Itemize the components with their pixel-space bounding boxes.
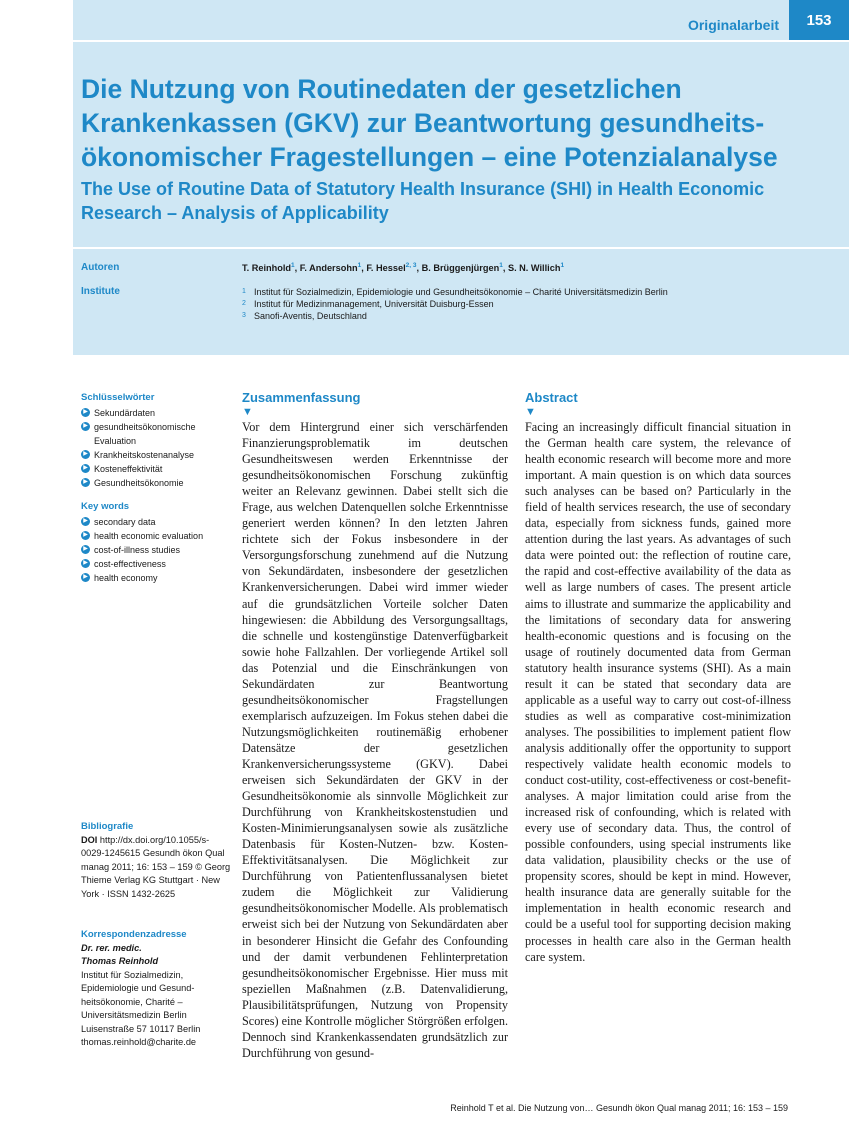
keywords-english-title: Key words <box>81 501 130 512</box>
authors-label: Autoren <box>81 262 120 273</box>
keywords-german <box>81 392 231 490</box>
correspondence-degree: Dr. rer. medic. <box>81 942 142 953</box>
institute-number: 3 <box>242 312 246 319</box>
keyword-item <box>81 406 231 420</box>
keyword-item <box>81 476 231 490</box>
keywords-german-title: Schlüsselwörter <box>81 392 155 403</box>
author: T. Reinhold <box>242 263 291 274</box>
keyword-text: health economic evaluation <box>94 531 204 541</box>
keywords-english-list <box>81 515 231 585</box>
institute-item <box>242 298 668 310</box>
institute-item <box>242 310 668 322</box>
institute-name: Institut für Medizinmanagement, Universität Duisburg-Essen <box>254 299 494 309</box>
keyword-text: cost-effectiveness <box>94 559 166 569</box>
keyword-item <box>81 571 231 585</box>
bibliography-text <box>81 834 231 902</box>
correspondence-address: Institut für Sozialmedizin, Epidemiologie und Gesund-heitsökonomie, Charité – Universitätsmedizin Berlin Luisenstraße 57 10117 Berlin thomas.reinhold@charite.de <box>81 969 201 1047</box>
keyword-item <box>81 557 231 571</box>
keywords-english <box>81 501 231 585</box>
correspondence-name: Thomas Reinhold <box>81 956 159 966</box>
title-divider <box>73 247 849 249</box>
zusammenfassung-heading: Zusammenfassung <box>242 390 361 405</box>
author-affiliation: 1 <box>357 262 362 269</box>
circle-arrow-icon: ▶ <box>81 545 90 554</box>
circle-arrow-icon: ▶ <box>81 531 90 540</box>
keyword-item <box>81 515 231 529</box>
section-label: Originalarbeit <box>687 17 779 33</box>
institute-number: 2 <box>242 300 246 307</box>
keyword-text: health economy <box>94 573 158 583</box>
correspondence-title: Korrespondenzadresse <box>81 929 187 940</box>
page-number: 153 <box>789 0 849 40</box>
author-affiliation: 1 <box>291 262 295 269</box>
abstract-column <box>525 390 791 965</box>
keyword-item <box>81 448 231 462</box>
circle-arrow-icon: ▶ <box>81 408 90 417</box>
institute-number: 1 <box>242 288 246 295</box>
correspondence-block <box>81 928 231 1050</box>
circle-arrow-icon: ▶ <box>81 450 90 459</box>
bibliography-title: Bibliografie <box>81 821 134 832</box>
author-list: T. Reinhold$^1$, F. Andersohn$^1$, F. Hessel$^{2, 3}$, B. Brüggenjürgen$^1$, S. N. Willich$^1$ <box>242 262 565 274</box>
keyword-text: Kosteneffektivität <box>94 464 163 474</box>
keyword-text: Sekundärdaten <box>94 408 156 418</box>
author-affiliation: 1 <box>499 262 503 269</box>
circle-arrow-icon: ▶ <box>81 573 90 582</box>
down-triangle-icon: ▼ <box>242 406 253 418</box>
bibliography-details: http://dx.doi.org/10.1055/s-0029-1245615 Gesundh ökon Qual manag 2011; 16: 153 – 159 © Georg Thieme Verlag KG Stuttgart · New York · ISSN 1432-2625 <box>81 834 231 899</box>
author-affiliation: 1 <box>560 262 565 269</box>
circle-arrow-icon: ▶ <box>81 559 90 568</box>
bibliography-block <box>81 820 231 901</box>
keyword-text: gesundheitsökonomische Evaluation <box>94 422 196 446</box>
institutes-label: Institute <box>81 286 120 297</box>
abstract-heading: Abstract <box>525 390 578 405</box>
header-divider <box>73 40 849 42</box>
zusammenfassung-column <box>242 390 508 1061</box>
keyword-item <box>81 462 231 476</box>
institute-list <box>242 286 668 322</box>
down-triangle-icon: ▼ <box>525 406 536 418</box>
author-affiliation: 2, 3 <box>405 262 417 269</box>
institute-item <box>242 286 668 298</box>
footer-citation: Reinhold T et al. Die Nutzung von… Gesundh ökon Qual manag 2011; 16: 153 – 159 <box>450 1103 788 1113</box>
circle-arrow-icon: ▶ <box>81 517 90 526</box>
title-english: The Use of Routine Data of Statutory Health Insurance (SHI) in Health Economic Research – Analysis of Applicability <box>81 179 765 223</box>
circle-arrow-icon: ▶ <box>81 478 90 487</box>
abstract-text: Facing an increasingly difficult financial situation in the German health care system, the relevance of health economic research will become more and more important. A main question is on which data sources such analyses can be based on? Particularly in the field of health services research, the use of secondary data, especially from sickness funds, gained more attention during the last years. As advantages of such data were pointed out: the reflection of routine care, the rapid and cost-effective availability of the data as well as large numbers of cases. The present article aims to illustrate and summarize the applicability and the limitations of secondary data for answering health-economic questions and is focusing on the usage of routinely documented data from German statutory health insurance systems (SHI). As a main result it can be stated that secondary data are applicable as a useful way to carry out cost-of-illness studies as well as comparative cost-minimization analyses. The possibilities to implement patient flow analysis additionally offer the opportunity to support respectively validate health economic models to conduct cost-utility, cost-effectiveness or cost-benefit-analyses. A major limitation could arise from the increased risk of confounding, which is related with every use of secondary data. Thus, the control of possible confounders, using special instruments like data validation, plausibility checks or the use of propensity scores, should be kept in mind. However, health insurance data are generally suitable for the implementation in health economic research and could be a useful tool for supporting decision making processes in health care also in the German health care system. <box>525 420 791 964</box>
keyword-text: cost-of-illness studies <box>94 545 181 555</box>
institute-name: Sanofi-Aventis, Deutschland <box>254 311 367 321</box>
circle-arrow-icon: ▶ <box>81 464 90 473</box>
author: F. Andersohn <box>299 263 358 274</box>
title-german: Die Nutzung von Routinedaten der gesetzlichen Krankenkassen (GKV) zur Beantwortung gesundheits-ökonomischer Fragestellungen – eine Potenzialanalyse <box>81 74 778 172</box>
keyword-item <box>81 420 231 448</box>
circle-arrow-icon: ▶ <box>81 422 90 431</box>
zusammenfassung-text: Vor dem Hintergrund einer sich verschärfenden Finanzierungsproblematik im deutschen Gesundheitswesen werden Erkenntnisse der gesundheitsökonomischen Forschung zukünftig weiter an Relevanz gewinnen. Dabei stellt sich die Frage, aus welchen Datenquellen solche Erkenntnisse generiert werden können? In den letzten Jahren richtete sich der Fokus insbesondere in der Versorgungsforschung zunehmend auf die Nutzung von Sekundärdaten, insbesondere der gesetzlichen Krankenversicherungen. Dabei wird immer wieder auf die grundsätzlichen Vorteile solcher Daten hingewiesen: die Abbildung des Versorgungsalltags, die schnelle und kostengünstige Datenverfügbarkeit sowie hohe Fallzahlen. Der vorliegende Artikel soll das Potenzial und die Einschränkungen von Sekundärdaten zur Beantwortung gesundheitsökonomischer Fragstellungen exemplarisch aufzuzeigen. Im Fokus stehen dabei die Nutzungsmöglichkeiten routinemäßig erhobener Datensätze der gesetzlichen Krankenversicherungssysteme (GKV). Dabei erweisen sich Sekundärdaten der GKV in der Gesundheitsökonomie als sinnvolle Möglichkeit zur Durchführung von Krankheitskostenstudien und Kosten-Minimierungsanalysen sowie als zusätzliche Datenbasis für Kosten-Nutzen- bzw. Kosten-Effektivitätsanalysen. Die Möglichkeit zur Durchführung von Patientenflussanalysen bietet zudem die Möglichkeit zur Validierung gesundheitsökonomischer Modelle. Als problematisch erweist sich bei der Nutzung von Sekundärdaten aber in besonderer Hinsicht die Gefahr des Confounding und der damit verbundenen Fehlinterpretation gesundheitsökonomischer Ergebnisse. Hier muss mit speziellen Maßnahmen (z.B. Datenvalidierung, Plausibilitätsprüfungen, Nutzung von Propensity Scores) eine Kontrolle möglicher Störgrößen erfolgen. Dennoch sind Krankenkassendaten grundsätzlich zur Durchführung von gesund- <box>242 420 508 1060</box>
doi-label: DOI <box>81 834 98 845</box>
keyword-text: secondary data <box>94 517 156 527</box>
author: B. Brüggenjürgen <box>421 263 500 274</box>
keywords-german-list <box>81 406 231 490</box>
keyword-item <box>81 529 231 543</box>
author: S. N. Willich <box>507 263 561 274</box>
institute-name: Institut für Sozialmedizin, Epidemiologie und Gesundheitsökonomie – Charité Universitätsmedizin Berlin <box>254 287 668 297</box>
keyword-text: Gesundheitsökonomie <box>94 478 184 488</box>
keyword-item <box>81 543 231 557</box>
keyword-text: Krankheitskostenanalyse <box>94 450 195 460</box>
author: F. Hessel <box>366 263 406 274</box>
